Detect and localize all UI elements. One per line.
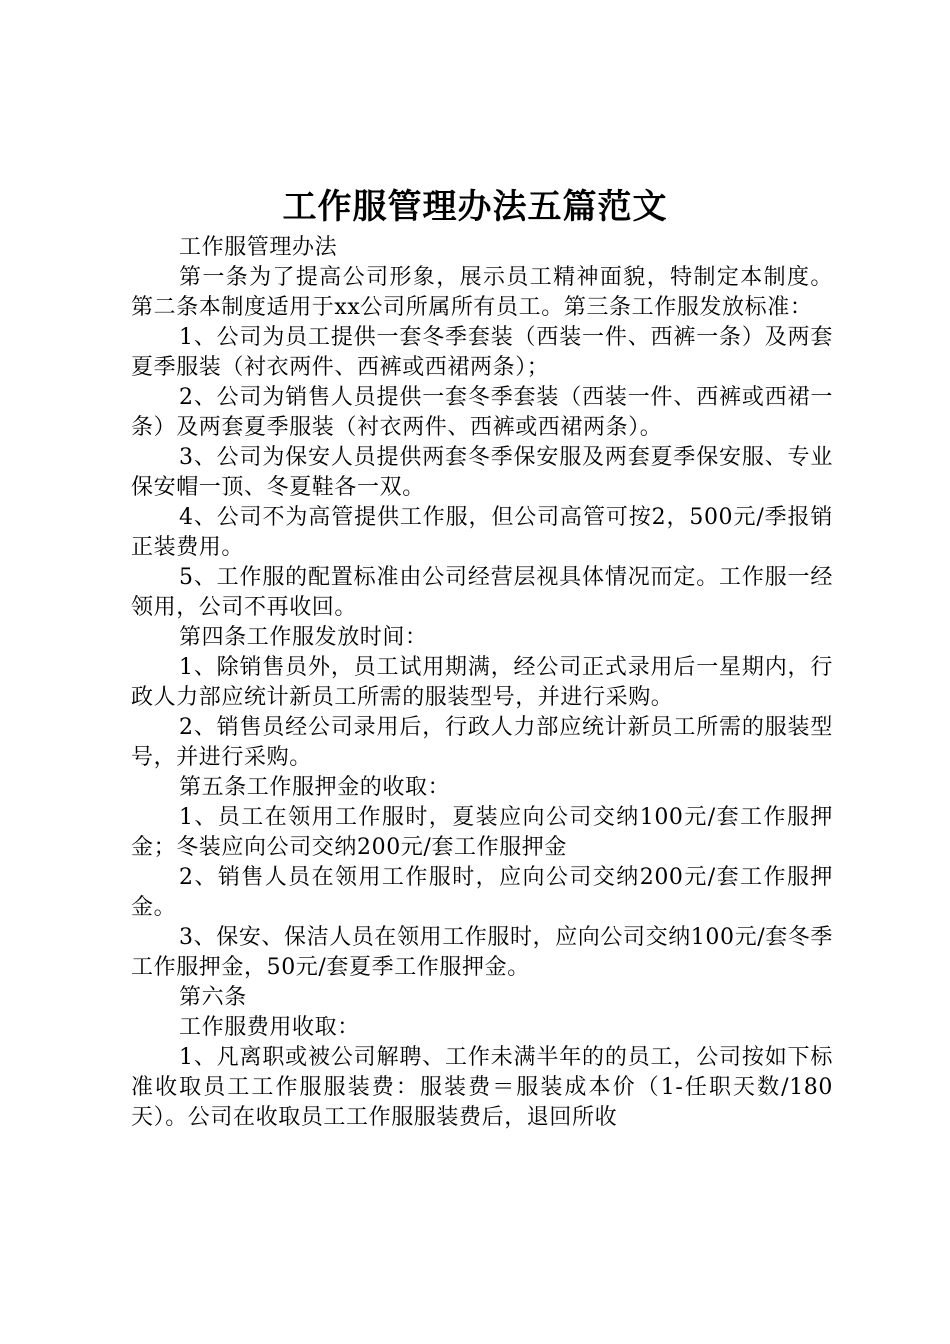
paragraph: 3、保安、保洁人员在领用工作服时，应向公司交纳100元/套冬季工作服押金，50元/套夏季工作服押金。	[131, 925, 834, 980]
paragraph: 工作服管理办法	[179, 235, 338, 260]
paragraph: 2、销售员经公司录用后，行政人力部应统计新员工所需的服装型号，并进行采购。	[131, 715, 833, 770]
paragraph: 第六条	[179, 985, 247, 1010]
paragraph: 工作服费用收取：	[179, 1015, 360, 1040]
paragraph: 5、工作服的配置标准由公司经营层视具体情况而定。工作服一经领用，公司不再收回。	[131, 565, 833, 620]
paragraph: 第四条工作服发放时间：	[179, 625, 428, 650]
paragraph: 2、销售人员在领用工作服时，应向公司交纳200元/套工作服押金。	[131, 865, 833, 920]
paragraph: 1、公司为员工提供一套冬季套装（西装一件、西裤一条）及两套夏季服装（衬衣两件、西裤或西裙两条）；	[131, 325, 833, 380]
paragraph: 1、员工在领用工作服时，夏装应向公司交纳100元/套工作服押金；冬装应向公司交纳200元/套工作服押金	[131, 805, 833, 860]
paragraph: 第一条为了提高公司形象，展示员工精神面貌，特制定本制度。第二条本制度适用于xx公司所属所有员工。第三条工作服发放标准：	[131, 265, 833, 320]
paragraph: 2、公司为销售人员提供一套冬季套装（西装一件、西裤或西裙一条）及两套夏季服装（衬衣两件、西裤或西裙两条）。	[131, 385, 833, 440]
paragraph: 3、公司为保安人员提供两套冬季保安服及两套夏季保安服、专业保安帽一顶、冬夏鞋各一双。	[131, 445, 833, 500]
document-body	[131, 233, 833, 1133]
document-title: 工作服管理办法五篇范文	[282, 187, 668, 227]
paragraph: 1、除销售员外，员工试用期满，经公司正式录用后一星期内，行政人力部应统计新员工所需的服装型号，并进行采购。	[131, 655, 833, 710]
paragraph: 4、公司不为高管提供工作服，但公司高管可按2，500元/季报销正装费用。	[131, 505, 833, 560]
paragraph: 1、凡离职或被公司解聘、工作未满半年的的员工，公司按如下标准收取员工工作服服装费：服装费＝服装成本价（1-任职天数/180天）。公司在收取员工工作服服装费后，退回所收	[131, 1045, 833, 1130]
paragraph: 第五条工作服押金的收取：	[179, 775, 451, 800]
